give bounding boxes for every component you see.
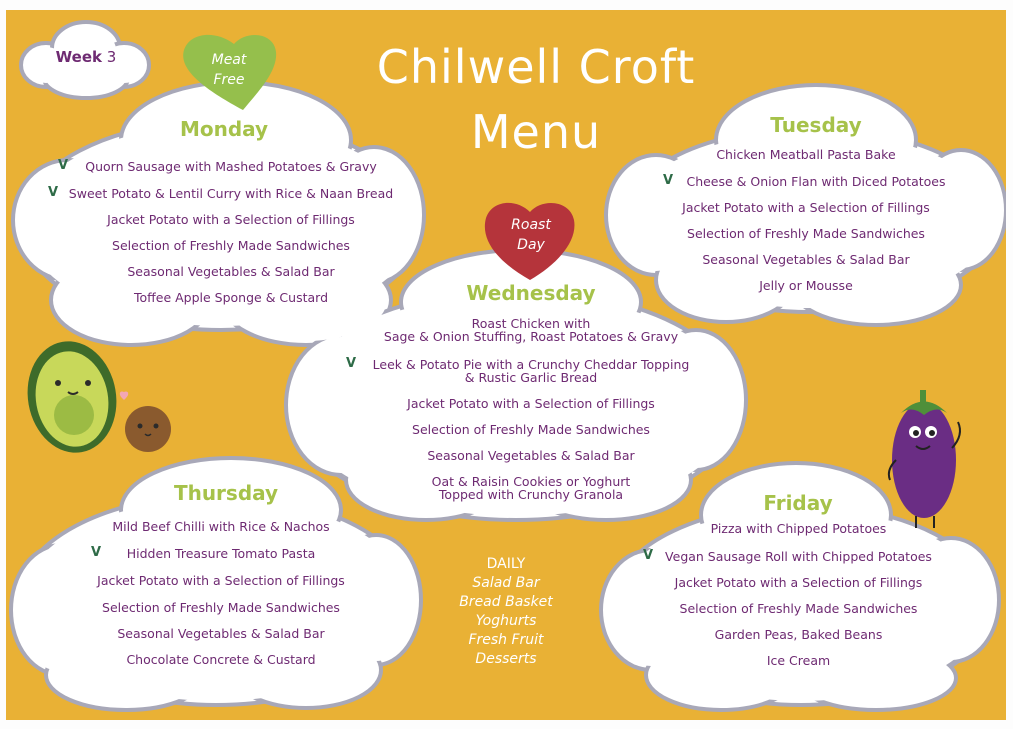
friday-heading: Friday <box>763 491 833 515</box>
thursday-item: Seasonal Vegetables & Salad Bar <box>117 626 325 641</box>
tuesday-item: Chicken Meatball Pasta Bake <box>716 147 896 162</box>
thursday-item: Hidden Treasure Tomato Pasta <box>126 546 316 561</box>
wednesday-item-line: Roast Chicken with <box>471 316 591 331</box>
tuesday-item: Cheese & Onion Flan with Diced Potatoes <box>686 174 946 189</box>
page-subtitle: Menu <box>470 105 602 159</box>
friday-item: Pizza with Chipped Potatoes <box>710 521 887 536</box>
avocado-icon <box>19 334 125 460</box>
monday-item: Sweet Potato & Lentil Curry with Rice & Naan Bread <box>68 186 394 201</box>
meat-free-badge <box>199 50 259 90</box>
wednesday-item-line: Leek & Potato Pie with a Crunchy Cheddar Topping <box>372 357 690 372</box>
monday-heading: Monday <box>179 117 269 141</box>
veg-marker: V <box>663 173 674 188</box>
veg-marker: V <box>48 185 59 200</box>
thursday-item: Chocolate Concrete & Custard <box>126 652 316 667</box>
meat-free-word1: Meat <box>211 52 247 68</box>
tuesday-item: Jelly or Mousse <box>759 278 853 293</box>
daily-heading: DAILY <box>486 556 526 572</box>
friday-item: Garden Peas, Baked Beans <box>714 627 883 642</box>
wednesday-item: Jacket Potato with a Selection of Fillings <box>407 396 655 411</box>
daily-item: Yoghurts <box>475 613 537 629</box>
wednesday-item: Seasonal Vegetables & Salad Bar <box>427 448 635 463</box>
roast-day-word2: Day <box>517 237 545 253</box>
wednesday-item-line: & Rustic Garlic Bread <box>464 370 598 385</box>
avocado-seed-icon <box>120 391 171 452</box>
menu-board <box>6 10 1006 720</box>
wednesday-item-line: Topped with Crunchy Granola <box>438 487 624 502</box>
monday-item: Quorn Sausage with Mashed Potatoes & Gravy <box>85 159 377 174</box>
wednesday-item-line: Sage & Onion Stuffing, Roast Potatoes & Gravy <box>383 329 679 344</box>
week-label <box>36 48 136 66</box>
thursday-item: Mild Beef Chilli with Rice & Nachos <box>112 519 330 534</box>
thursday-heading: Thursday <box>173 481 279 505</box>
week-word: Week <box>55 48 102 66</box>
tuesday-item: Selection of Freshly Made Sandwiches <box>687 226 925 241</box>
tuesday-item: Jacket Potato with a Selection of Fillings <box>682 200 930 215</box>
daily-item: Fresh Fruit <box>468 632 544 648</box>
daily-item: Salad Bar <box>472 575 540 591</box>
veg-marker: V <box>346 356 357 371</box>
roast-day-word1: Roast <box>511 217 551 233</box>
eggplant-icon <box>889 390 960 528</box>
thursday-item: Jacket Potato with a Selection of Fillings <box>97 573 345 588</box>
daily-item: Bread Basket <box>459 594 553 610</box>
week-number: 3 <box>106 48 117 66</box>
monday-item: Jacket Potato with a Selection of Fillings <box>107 212 355 227</box>
monday-item: Toffee Apple Sponge & Custard <box>133 290 329 305</box>
meat-free-word2: Free <box>213 72 245 88</box>
monday-item: Seasonal Vegetables & Salad Bar <box>127 264 335 279</box>
veg-marker: V <box>58 158 69 173</box>
daily-item: Desserts <box>475 651 537 667</box>
friday-item: Jacket Potato with a Selection of Fillings <box>674 575 923 590</box>
thursday-item: Selection of Freshly Made Sandwiches <box>102 600 340 615</box>
roast-day-badge <box>501 215 561 255</box>
tuesday-heading: Tuesday <box>770 113 862 137</box>
friday-item: Selection of Freshly Made Sandwiches <box>679 601 918 616</box>
wednesday-item-line: Oat & Raisin Cookies or Yoghurt <box>431 474 631 489</box>
friday-item: Vegan Sausage Roll with Chipped Potatoes <box>665 549 932 564</box>
wednesday-item: Selection of Freshly Made Sandwiches <box>412 422 650 437</box>
friday-item: Ice Cream <box>766 653 831 668</box>
wednesday-heading: Wednesday <box>466 281 596 305</box>
tuesday-item: Seasonal Vegetables & Salad Bar <box>702 252 910 267</box>
page-title: Chilwell Croft <box>376 40 696 94</box>
monday-item: Selection of Freshly Made Sandwiches <box>112 238 350 253</box>
daily-list <box>446 555 566 669</box>
veg-marker: V <box>643 548 654 563</box>
veg-marker: V <box>91 545 102 560</box>
